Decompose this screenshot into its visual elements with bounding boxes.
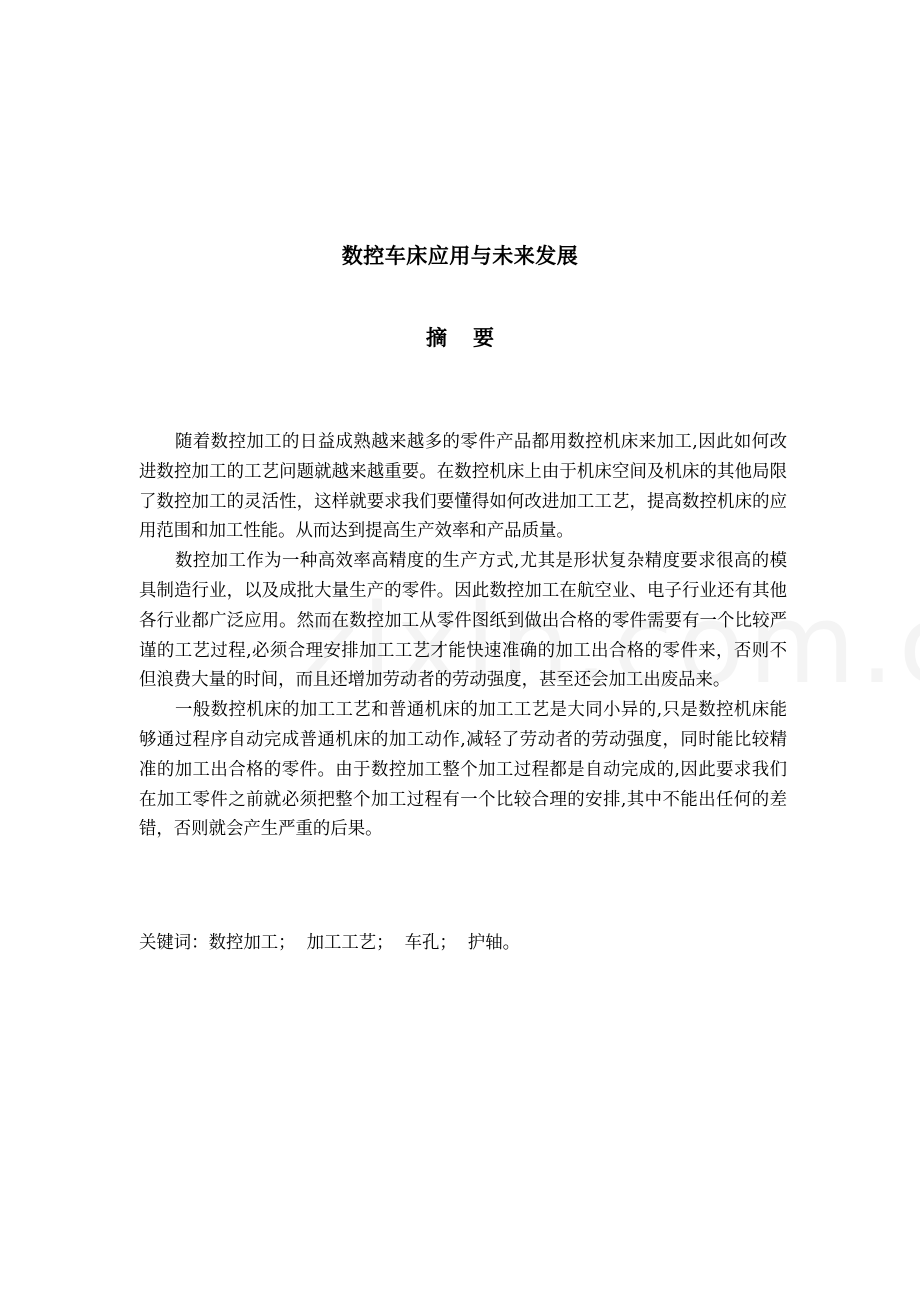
keywords-line: 关键词：数控加工； 加工工艺； 车孔； 护轴。 <box>139 933 520 953</box>
abstract-paragraph: 一般数控机床的加工工艺和普通机床的加工工艺是大同小异的,只是数控机床能够通过程序自动完成普通机床的加工动作,减轻了劳动者的劳动强度，同时能比较精准的加工出合格的零件。由于数控加工整个加工过程都是自动完成的,因此要求我们在加工零件之前就必须把整个加工过程有一个比较合理的安排,其中不能出任何的差错，否则就会产生严重的后果。 <box>139 700 787 840</box>
document-title: 数控车床应用与未来发展 <box>341 244 579 268</box>
abstract-body <box>139 428 787 845</box>
abstract-paragraph: 随着数控加工的日益成熟越来越多的零件产品都用数控机床来加工,因此如何改进数控加工的工艺问题就越来越重要。在数控机床上由于机床空间及机床的其他局限了数控加工的灵活性，这样就要求我们要懂得如何改进加工工艺，提高数控机床的应用范围和加工性能。从而达到提高生产效率和产品质量。 <box>139 432 787 542</box>
abstract-paragraph: 数控加工作为一种高效率高精度的生产方式,尤其是形状复杂精度要求很高的模具制造行业，以及成批大量生产的零件。因此数控加工在航空业、电子行业还有其他各行业都广泛应用。然而在数控加工从零件图纸到做出合格的零件需要有一个比较严谨的工艺过程,必须合理安排加工工艺才能快速准确的加工出合格的零件来，否则不但浪费大量的时间，而且还增加劳动者的劳动强度，甚至还会加工出废品来。 <box>139 551 787 691</box>
abstract-heading: 摘要 <box>426 326 520 350</box>
